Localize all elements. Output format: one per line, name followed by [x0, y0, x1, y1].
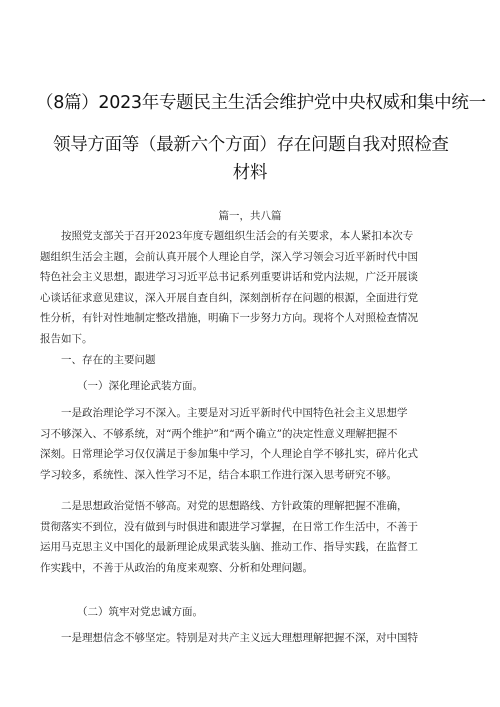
- text-line: 习不够深入、不够系统，对“两个维护”和“两个确立”的决定性意义理解把握不: [40, 427, 398, 440]
- text-line: 运用马克思主义中国化的最新理论成果武装头脑、推动工作、指导实践，在监督工: [40, 541, 418, 554]
- text-line: 特色社会主义思想，跟进学习习近平总书记系列重要讲话和党内法规，广泛开展谈: [40, 271, 418, 284]
- text-line: 一是政治理论学习不深入。主要是对习近平新时代中国特色社会主义思想学: [61, 407, 408, 419]
- text-line: 作实践中，不善于从政治的角度来观察、分析和处理问题。: [40, 561, 313, 574]
- paragraph-point-2: [40, 496, 470, 578]
- text-line: 按照党支部关于召开2023年度专题组织生活会的有关要求，本人紧扣本次专: [61, 230, 414, 242]
- paragraph-point-3: [40, 628, 470, 649]
- text-line: 题组织生活会主题，会前认真开展个人理论自学，深入学习领会习近平新时代中国: [40, 250, 418, 263]
- text-line: 性分析，有针对性地制定整改措施，明确下一步努力方向。现将个人对照检查情况: [40, 312, 418, 325]
- text-line: 报告如下。: [40, 332, 93, 345]
- text-line: （一）深化理论武装方面。: [77, 380, 203, 392]
- document-title-line-2: 领导方面等（最新六个方面）存在问题自我对照检查: [53, 135, 449, 155]
- text-line: （二）筑牢对党忠诚方面。: [77, 606, 203, 618]
- text-line: 深刻。日常理论学习仅仅满足于参加集中学习，个人理论自学不够扎实，碎片化式: [40, 448, 418, 461]
- paragraph-intro: [40, 226, 470, 350]
- subsection-heading-1: [40, 376, 470, 397]
- document-subhead: 篇一，共八篇: [218, 210, 282, 222]
- text-line: 贯彻落实不到位，没有做到与时俱进和跟进学习掌握，在日常工作生活中，不善于: [40, 520, 418, 533]
- document-title-line-1: （8篇）2023年专题民主生活会维护党中央权威和集中统一: [36, 93, 486, 113]
- document-title-line-3: 材料: [232, 163, 268, 183]
- text-line: 一、存在的主要问题: [61, 354, 156, 366]
- text-line: 一是理想信念不够坚定。特别是对共产主义远大理想理解把握不深，对中国特: [61, 632, 418, 644]
- text-line: 二是思想政治觉悟不够高。对党的思想路线、方针政策的理解把握不准确，: [61, 500, 408, 512]
- section-heading-1: [40, 350, 470, 371]
- subsection-heading-2: [40, 602, 470, 623]
- paragraph-point-1: [40, 403, 470, 485]
- text-line: 学习较多，系统性、深入性学习不足，结合本职工作进行深入思考研究不够。: [40, 468, 397, 481]
- text-line: 心谈话征求意见建议，深入开展自查自纠，深刻剖析存在问题的根源，全面进行党: [40, 291, 418, 304]
